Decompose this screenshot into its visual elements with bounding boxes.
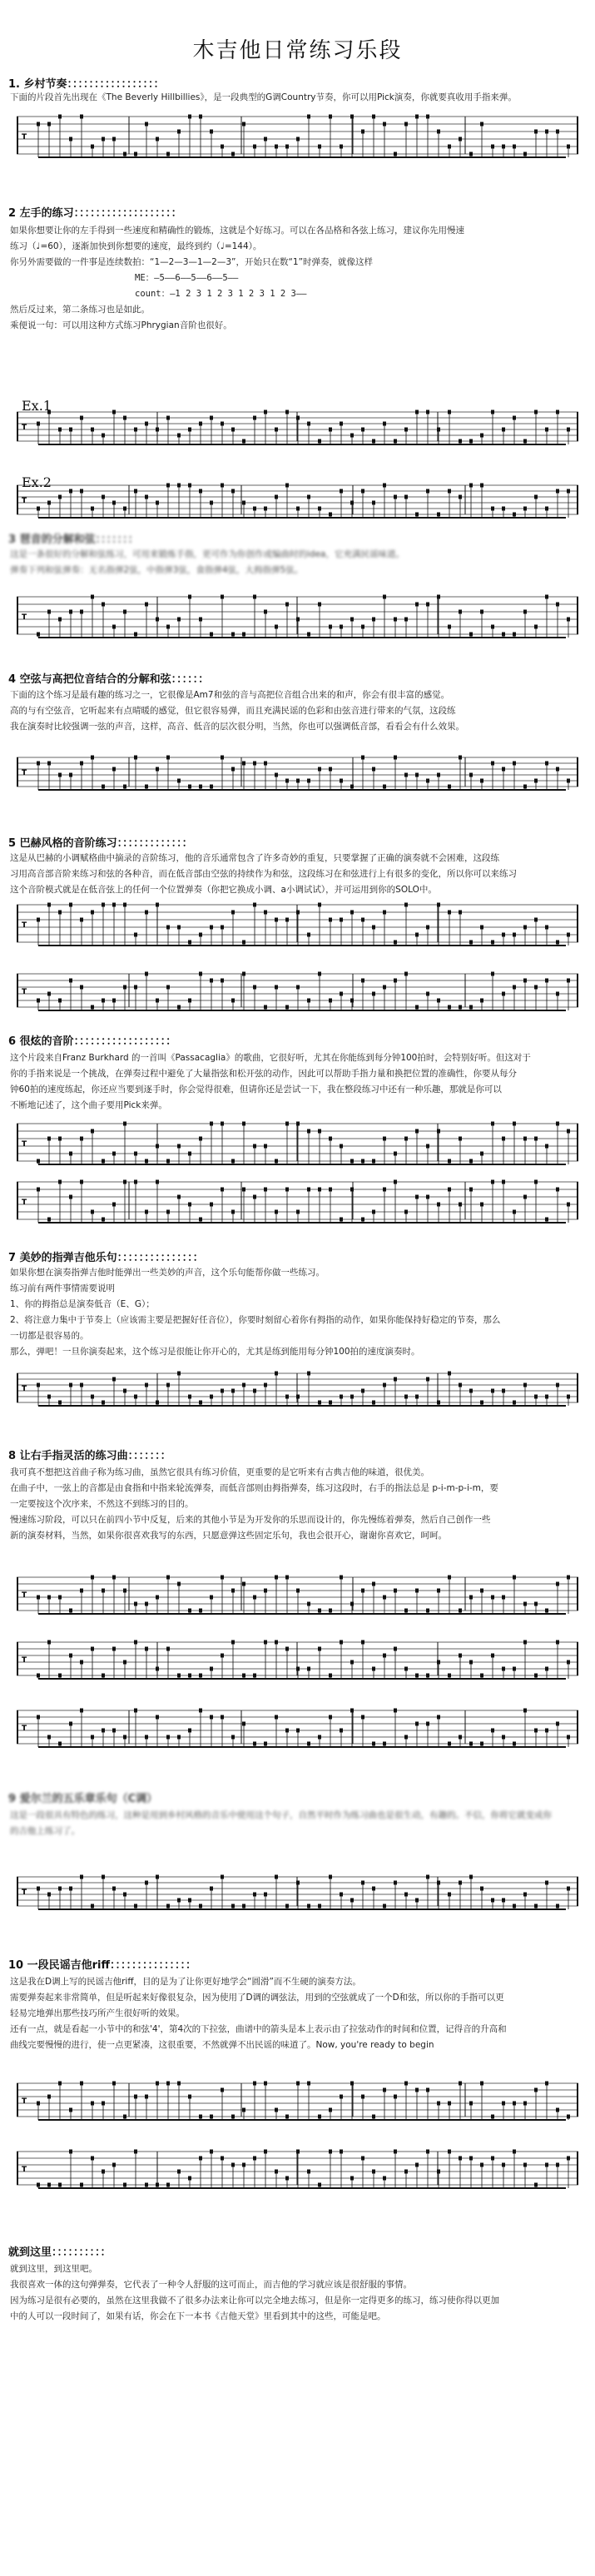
text-line: 慢速练习阶段，可以只在前四小节中反复，后来的其他小节是为开发你的乐思而设计的，你先慢练着弹奏，然后自己创作一些 bbox=[10, 1515, 491, 1525]
text-line: 我可真不想把这首曲子称为练习曲，虽然它很具有练习价值，更重要的是它听来有古典吉他的味道，很优美。 bbox=[10, 1467, 429, 1477]
text-line: 还有一点，就是看起一小节中的和弦'4'，第4次的下拉弦，曲谱中的箭头是本上表示由了拉弦动作的时间和位置，记得音的升高和 bbox=[10, 2024, 507, 2034]
tab-staff-6 bbox=[17, 901, 578, 946]
tab-clef: T bbox=[22, 2166, 27, 2174]
tab-staff-15 bbox=[17, 2079, 578, 2121]
text-line: 弹奏下列和弦弹奏：无名指弹2弦，中指弹3弦，食指弹4弦，大拇指弹5弦。 bbox=[10, 565, 304, 575]
text-line: 你的手指来说是一个挑战，在弹奏过程中避免了大量指弦和松开弦的动作，因此可以帮助手指力量和换把位置的准确性，你要从每分 bbox=[10, 1069, 517, 1079]
section-heading-s2: 2 左手的练习：：：：：：：：：：：：：：：：：：： bbox=[8, 207, 182, 220]
section-text-s1 bbox=[10, 90, 584, 106]
tab-staff-11 bbox=[17, 1573, 578, 1615]
section-heading-s3: 3 琶音的分解和弦：：：：：：： bbox=[8, 534, 139, 546]
section-text-s10 bbox=[10, 1974, 584, 2053]
text-line: 1、你的拇指总是演奏低音（E、G）； bbox=[10, 1299, 155, 1309]
tab-label-ex1: Ex.1 bbox=[22, 398, 52, 414]
text-line: 不断地记述了，这个曲子要用Pick来弹。 bbox=[10, 1100, 167, 1110]
text-line: count：—1 2 3 1 2 3 1 2 3 1 2 3—— bbox=[135, 289, 307, 299]
section-text-s7 bbox=[10, 1265, 584, 1360]
tab-clef: T bbox=[22, 769, 27, 777]
tab-clef: T bbox=[22, 613, 27, 622]
tab-clef: T bbox=[22, 424, 27, 432]
text-line: 需要弹奏起来非常简单，但是听起来好像很复杂，因为使用了D调的调弦法，用到的空弦就成了一个D和弦，所以你的手指可以更 bbox=[10, 1993, 504, 2003]
section-text-s9 bbox=[10, 1808, 584, 1839]
text-line: 乘便说一句：可以用这种方式练习Phrygian音阶也很好。 bbox=[10, 320, 232, 330]
page-title: 木吉他日常练习乐段 bbox=[192, 38, 403, 63]
text-line: 如果你想要让你的左手得到一些速度和精确性的锻炼，这就是个好练习。可以在各品格和各弦上练习，建议你先用慢速 bbox=[10, 226, 464, 236]
tab-staff-16 bbox=[17, 2147, 578, 2189]
text-line: 中的人可以一段时间了，如果有话，你会在下一本书《吉他天堂》里看到其中的这些，可能是吧。 bbox=[10, 2311, 386, 2321]
text-line: 如果你想在演奏指弹吉他时能弹出一些美妙的声音，这个乐句能帮你做一些练习。 bbox=[10, 1268, 325, 1278]
section-text-s5 bbox=[10, 851, 584, 898]
tab-clef: T bbox=[22, 497, 27, 505]
tab-clef: T bbox=[22, 2097, 27, 2106]
tab-clef: T bbox=[22, 988, 27, 996]
section-heading-s4: 4 空弦与高把位音结合的分解和弦：：：：：： bbox=[8, 673, 210, 686]
tab-staff-7 bbox=[17, 970, 578, 1011]
text-line: 练习前有两件事情需要说明 bbox=[10, 1283, 115, 1293]
text-line: 这个音阶模式就是在低音弦上的任何一个位置弹奏（你把它换成小调、a小调试试），并可运用到你的SOLO中。 bbox=[10, 885, 437, 895]
text-line: ME：—5——6——5——6——5—— bbox=[135, 273, 239, 283]
section-heading-s10: 10 一段民谣吉他riff：：：：：：：：：：：：：：： bbox=[8, 1959, 197, 1972]
text-line: 练习（♩=60），逐渐加快到你想要的速度，最终到约（♩=144）。 bbox=[10, 241, 262, 251]
tab-clef: T bbox=[22, 1889, 27, 1897]
text-line: 因为练习是很有必要的，虽然在这里我做不了很多办法来让你可以完全地去练习，但是你一定得更多的练习，练习使你得以更加 bbox=[10, 2296, 499, 2305]
tab-clef: T bbox=[22, 921, 27, 930]
section-text-s6 bbox=[10, 1050, 584, 1114]
text-line: 一切都是很容易的。 bbox=[10, 1331, 89, 1341]
tab-clef: T bbox=[22, 133, 27, 141]
text-line: 下面的这个练习是最有趣的练习之一，它很像是Am7和弦的音与高把位音组合出来的和声，你会有很丰富的感觉。 bbox=[10, 690, 450, 700]
tab-label-ex2: Ex.2 bbox=[22, 474, 52, 490]
section-text-s11 bbox=[10, 2261, 584, 2325]
tab-clef: T bbox=[22, 1591, 27, 1600]
tab-clef: T bbox=[22, 1725, 27, 1733]
section-heading-s5: 5 巴赫风格的音阶练习：：：：：：：：：：：：： bbox=[8, 837, 193, 850]
text-line: 这是从巴赫的小调赋格曲中摘录的音阶练习，他的音乐通常包含了许多奇妙的重复，只要掌握了正确的演奏就不会困难，这段练 bbox=[10, 853, 499, 863]
tab-clef: T bbox=[22, 1656, 27, 1665]
tab-staff-14 bbox=[17, 1873, 578, 1910]
text-line: 这是一段很具有特色的练习，这种是用到乡村风格的音乐中使用这个句子，自然平时作为练习曲也是很生动，有趣的。不信，你将它就变成你 bbox=[10, 1810, 552, 1820]
section-heading-s6: 6 很炫的音阶：：：：：：：：：：：：：：：：：： bbox=[8, 1035, 177, 1048]
section-heading-s8: 8 让右手指灵活的练习曲：：：：：：： bbox=[8, 1450, 171, 1462]
text-line: 在曲子中，一弦上的音都是由食指和中指来轮流弹奏，而低音部则由拇指弹奏，练习这段时，右手的指法总是 p-i-m-p-i-m，要 bbox=[10, 1483, 498, 1493]
section-text-s2 bbox=[10, 223, 584, 334]
text-line: 我很喜欢一体的这句弹弹奏，它代表了一种令人舒服的这可而止，而吉他的学习就应该是很舒服的事情。 bbox=[10, 2280, 412, 2290]
text-line: 高的与有空弦音，它听起来有点晴暖的感觉，但它很容易弹，而且充满民谣的色彩和由弦音进行带来的气氛，这段练 bbox=[10, 706, 456, 716]
tab-clef: T bbox=[22, 1140, 27, 1149]
section-heading-s1: 1. 乡村节奏：：：：：：：：：：：：：：：：： bbox=[8, 78, 165, 91]
tab-clef: T bbox=[22, 1199, 27, 1207]
text-line: 曲线完要慢慢的进行，使一点更紧凑，这很重要，不然就弹不出民谣的味道了。Now, you're ready to begin bbox=[10, 2040, 434, 2050]
tab-staff-2 bbox=[17, 408, 578, 445]
tab-clef: T bbox=[22, 1385, 27, 1393]
tab-staff-13 bbox=[17, 1706, 578, 1748]
text-line: 然后反过来，第二条练习也是如此。 bbox=[10, 305, 150, 315]
section-text-s4 bbox=[10, 687, 584, 735]
text-line: 你另外需要做的一件事是连续数拍：“1—2—3—1—2—3”，开始只在数“1”时弹奏，就像这样 bbox=[10, 257, 374, 267]
tab-staff-1 bbox=[17, 112, 578, 158]
text-line: 我在演奏时比较强调一弦的声音，这样，高音、低音的层次很分明，当然，你也可以强调低音部，看看会有什么效果。 bbox=[10, 722, 464, 732]
text-line: 这是一条很好的分解和弦练习，可用来锻炼手指，更可作为你创作或编曲时的idea，它充满民谣味道。 bbox=[10, 549, 404, 559]
text-line: 一定要按这个次序来，不然这不到练习的目的。 bbox=[10, 1499, 194, 1509]
tab-staff-3 bbox=[17, 481, 578, 519]
section-heading-s7: 7 美妙的指弹吉他乐句：：：：：：：：：：：：：：： bbox=[8, 1252, 204, 1264]
section-text-s8 bbox=[10, 1465, 584, 1544]
text-line: 这是我在D调上写的民谣吉他riff，目的是为了让你更好地学会“圆滑”而不生硬的演奏方法。 bbox=[10, 1977, 361, 1987]
tab-staff-4 bbox=[17, 593, 578, 638]
tab-staff-5 bbox=[17, 753, 578, 791]
text-line: 就到这里，到这里吧。 bbox=[10, 2264, 97, 2274]
tab-staff-10 bbox=[17, 1369, 578, 1407]
text-line: 的吉他上练习了。 bbox=[10, 1826, 80, 1836]
text-line: 习用高音部音阶来练习和弦的各种音，而在低音部由空弦的持续作为和弦，这段练习在和弦进行上有很多的变化，所以你可以来练习 bbox=[10, 869, 517, 879]
tab-staff-9 bbox=[17, 1178, 578, 1223]
text-line: 这个片段来自Franz Burkhard 的一首叫《Passacaglia》的歌曲，它很好听，尤其在你能练到每分钟100拍时，会特别好听。但这对于 bbox=[10, 1053, 531, 1063]
text-line: 轻易完地弹出那些技巧所产生很好听的效果。 bbox=[10, 2008, 185, 2018]
text-line: 那么，弹吧！一旦你演奏起来，这个练习是很能让你开心的，尤其是练到能用每分钟100拍的速度演奏时。 bbox=[10, 1347, 420, 1357]
tab-staff-8 bbox=[17, 1119, 578, 1165]
text-line: 钟60拍的速度练起，你还应当要到逐手时，你会觉得很难，但请你还是尝试一下，我在整段练习中还有一种乐趣，那就是你可以 bbox=[10, 1085, 502, 1094]
section-text-s3 bbox=[10, 547, 584, 578]
tab-staff-12 bbox=[17, 1638, 578, 1680]
text-line: 2、将注意力集中于节奏上（应该需主要是把握好任音位），你要时刻留心着你有拇指的动作，如果你能保持好稳定的节奏，那么 bbox=[10, 1315, 501, 1325]
text-line: 新的演奏材料，当然，如果你很喜欢我写的东西，只愿意弹这些固定乐句，我也会很开心，谢谢你喜欢它，呵呵。 bbox=[10, 1531, 447, 1541]
section-heading-s11: 就到这里：：：：：：：：：： bbox=[8, 2246, 112, 2259]
section-heading-s9: 9 爱尔兰的五乐章乐句（C调） bbox=[8, 1793, 158, 1805]
text-line: 下面的片段首先出现在《The Beverly Hillbillies》，是一段典型的G调Country节奏，你可以用Pick演奏，你就要真收用手指来弹。 bbox=[10, 92, 517, 102]
